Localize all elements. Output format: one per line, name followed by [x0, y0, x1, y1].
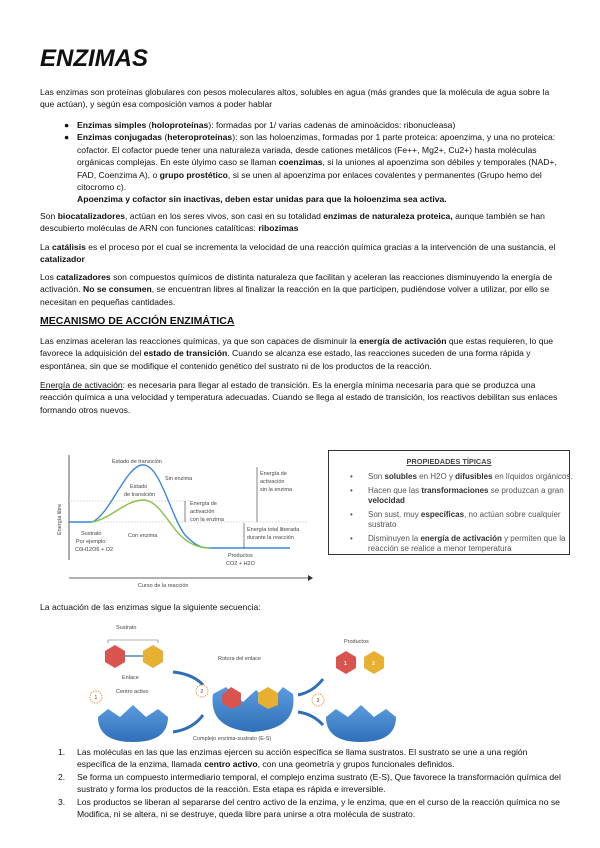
text-segment: Disminuyen la: [368, 533, 421, 543]
substrate-yellow: [143, 645, 163, 668]
label-total-2: durante la reacción: [247, 535, 294, 541]
list-item: [328, 510, 578, 531]
label-productos: Productos: [344, 639, 369, 645]
list-item-text: [77, 132, 557, 192]
y-axis-label: Energía libre: [57, 503, 63, 535]
text-segment: Las enzimas son proteínas globulares con pesos moleculares altos, solubles en agua (más grandes que la molécula de agua sobre la que actúan), y según esa composición vamos a poder hablar: [40, 87, 550, 110]
bold-text: Enzimas simples: [77, 120, 147, 130]
catalizadores-paragraph: [40, 271, 565, 308]
bold-text: difusibles: [455, 472, 493, 481]
label-transition-low: Estado: [130, 484, 148, 490]
text-segment: Las moléculas en las que las enzimas ejercen su acción específica se llama sustratos. El sustrato se une a una región específica de la enzima, llamada: [77, 747, 528, 770]
label-complejo: Complejo enzima-sustrato (E-S): [193, 736, 272, 742]
text-segment: Son: [368, 472, 385, 481]
list-item-text: [77, 747, 527, 769]
step-number: 2.: [58, 771, 66, 782]
label-ea-sin: Energía de: [260, 471, 287, 477]
text-segment: (: [162, 132, 168, 143]
bold-text: energía de activación: [420, 533, 502, 543]
list-item-text: [368, 486, 564, 506]
list-item: [328, 472, 578, 483]
list-item-text: [77, 772, 561, 794]
enzyme-1: [98, 705, 168, 742]
label-centro-activo: Centro activo: [116, 689, 149, 695]
text-segment: Los: [40, 272, 57, 282]
text-segment: Se forma un compuesto intermediario temporal, el complejo enzima sustrato (E-S), Que favorece la transformación química del sustrato y forma los productos de la reacción. Esta etapa es rápida e irreversible.: [77, 771, 561, 795]
list-item-text: [368, 534, 565, 554]
list-note: [77, 194, 447, 204]
label-ea-con-3: con la enzima: [190, 517, 224, 523]
text-segment: : es necesaria para llegar al estado de transición. Es la energía mínima necesaria para que se produzca una reacción química a una velocidad y temperatura adecuadas. Cuando se llega al estado de transición, los reactivos debilitan sus enlaces formando otros nuevos.: [40, 380, 558, 415]
bold-text: heteroproteínas: [167, 132, 233, 143]
label-sin-enzima: Sin enzima: [165, 476, 193, 482]
list-item: [40, 796, 565, 821]
properties-list: [328, 472, 578, 558]
text-segment: Las enzimas aceleran las reacciones químicas, ya que son capaces de disminuir la: [40, 336, 360, 346]
text-segment: , actúan en los seres vivos, son casi en su totalidad: [125, 211, 324, 221]
text-segment: , si la uniones al apoenzima son débiles y temporales (NAD+, FAD, Coenzima A), o: [77, 157, 557, 180]
bullet-icon: ●: [64, 132, 70, 143]
text-segment: Energía de activación: [40, 380, 123, 390]
label-ea-con-2: activación: [190, 509, 215, 515]
text-segment: , se encuentran libres al finalizar la reacción en la que participen, pudiéndose volver a utilizar, por ello se necesitan en pequeñas cantidades.: [40, 284, 550, 307]
bold-text: ribozimas: [258, 223, 299, 234]
label-ea-sin-3: sin la enzima: [260, 487, 293, 493]
bold-text: estado de transición: [143, 348, 228, 359]
bold-text: catalizadores: [56, 272, 111, 282]
arrow-icon: [173, 715, 203, 732]
mecanismo-paragraph: [40, 335, 565, 372]
arrow-icon: [298, 712, 323, 725]
list-item: [40, 119, 565, 131]
properties-heading: PROPIEDADES TÍPICAS: [406, 457, 492, 466]
product-2-label: 2: [372, 661, 375, 667]
step-number: 1.: [58, 747, 66, 757]
text-segment: es el proceso por el cual se incrementa la velocidad de una reacción química gracias a la intervención de una sustancia, el: [85, 242, 556, 252]
text-segment: (: [146, 120, 152, 130]
bold-text: transformaciones: [421, 485, 489, 495]
bold-text: biocatalizadores: [57, 211, 126, 221]
list-item: [40, 131, 565, 205]
text-segment: , con una geometría y grupos funcionales definidos.: [257, 759, 455, 770]
list-item-text: [368, 472, 573, 481]
energy-diagram: [40, 415, 320, 590]
bold-text: catálisis: [51, 242, 86, 252]
text-segment: se produzcan a gran: [488, 485, 564, 495]
label-sustrato-3: C6H12O6 + O2: [75, 547, 114, 553]
text-segment: Son: [40, 211, 58, 221]
enzyme-2: [326, 705, 396, 742]
list-item-text: [368, 510, 561, 530]
label-transition-top: Estado de transición: [112, 459, 162, 465]
bold-text: Enzimas conjugadas: [77, 132, 163, 143]
text-segment: en líquidos orgánicos.: [492, 472, 573, 481]
label-enlace: Enlace: [122, 675, 139, 681]
intro-paragraph: [40, 86, 565, 111]
energia-paragraph: [40, 379, 565, 416]
text-segment: Hacen que las: [368, 485, 422, 495]
arrow-icon: [173, 672, 203, 685]
catalisis-paragraph: [40, 241, 565, 266]
bold-text: enzimas de naturaleza proteica,: [323, 211, 453, 221]
bold-text: coenzimas: [278, 157, 323, 168]
bold-text: catalizador: [40, 254, 85, 265]
sequence-diagram: [88, 617, 528, 742]
bullet-icon: •: [350, 509, 353, 519]
text-segment: ): son las holoenzimas, formadas por 1 parte proteica: apoenzima, y una no proteica: cofactor. El cofactor puede tener una naturaleza variada, desde cationes metálicos (Fe++, Mg2+, Cu2+) hasta moléculas orgánicas complejas. En este úlyimo caso se llaman: [77, 132, 556, 168]
section-heading: MECANISMO DE ACCIÓN ENZIMÁTICA: [40, 315, 235, 327]
text-segment: Son sust. muy: [368, 509, 421, 519]
text-segment: , si se unen al apoenzima por enlaces covalentes y permanentes (Grupo hemo del citocromo c).: [77, 169, 542, 193]
bold-text: velocidad: [368, 496, 405, 505]
bold-text: solubles: [384, 472, 417, 481]
sequence-intro: La actuación de las enzimas sigue la siguiente secuencia:: [40, 602, 261, 612]
x-axis-arrow-icon: [308, 575, 313, 581]
x-axis-label: Curso de la reacción: [138, 583, 189, 589]
bullet-icon: •: [350, 472, 353, 481]
steps-list: [40, 746, 565, 820]
label-rotura: Rotura del enlace: [218, 656, 262, 662]
text-segment: ): formadas por 1/ varias cadenas de aminoácidos: ribonucleasa): [208, 120, 456, 130]
bullet-icon: •: [350, 533, 353, 543]
list-item-text: [77, 120, 455, 130]
step-1-marker: 1: [94, 695, 98, 701]
text-segment: . Cuando se alcanza ese estado, las reacciones suceden de una forma rápida y espontánea, sin que se modifique el contenido genético del sustrato ni de los productos de la reacción.: [40, 348, 531, 371]
step-2-marker: 2: [200, 689, 204, 695]
text-segment: aunque también se han descubierto moléculas de ARN con funciones catalíticas:: [40, 211, 545, 234]
list-item: [328, 486, 578, 507]
label-ea-con: Energía de: [190, 501, 217, 507]
text-segment: Los productos se liberan al separarse del centro activo de la enzima, y le enzima, que en el curso de la reacción química no se Modifica, ni se altera, ni se destruye, queda libre para unirse a otra molécula de sustrato.: [77, 796, 560, 820]
step-3-marker: 3: [316, 698, 320, 704]
document-title: ENZIMAS: [40, 45, 148, 72]
text-segment: en H2O y: [416, 472, 456, 481]
label-sustrato: Sustrato: [116, 625, 137, 631]
bold-text: grupo prostético: [159, 169, 228, 180]
text-segment: que estas requieren, lo que favorece la adquisición del: [40, 336, 554, 359]
bold-text: No se consumen: [83, 284, 152, 295]
label-transition-low-2: de transición: [124, 492, 156, 498]
bold-text: holoproteínas: [151, 120, 209, 130]
bold-text: centro activo: [204, 759, 258, 770]
step-number: 3.: [58, 796, 66, 807]
bold-text: específicas: [420, 509, 465, 519]
text-segment: y permiten que la reacción se realice a menor temperatura: [368, 533, 566, 553]
enzyme-types-list: [40, 119, 565, 206]
label-productos-2: CO2 + H2O: [226, 561, 255, 567]
product-1-label: 1: [344, 661, 347, 667]
text-segment: , no actúan sobre cualquier sustrato: [368, 509, 561, 529]
biocatalizadores-paragraph: [40, 210, 565, 235]
arrow-icon: [298, 679, 323, 695]
substrate-red: [105, 645, 125, 668]
list-item: [328, 534, 578, 555]
text-segment: La: [40, 242, 52, 252]
bold-text: Apoenzima y cofactor sin inactivas, deben estar unidas para que la holoenzima sea activa.: [77, 194, 447, 205]
bullet-icon: •: [350, 485, 353, 495]
list-item: [40, 771, 565, 796]
label-sustrato: Sustrato: [81, 531, 102, 537]
label-sustrato-2: Por ejemplo:: [76, 539, 107, 545]
label-total: Energía total liberada: [247, 527, 300, 533]
bullet-icon: ●: [64, 120, 70, 130]
label-ea-sin-2: activación: [260, 479, 285, 485]
bold-text: energía de activación: [359, 336, 447, 346]
label-con-enzima: Con enzima: [128, 533, 158, 539]
label-productos: Productos: [228, 553, 253, 559]
list-item-text: [77, 797, 560, 819]
text-segment: son compuestos químicos de distinta naturaleza que facilitan y aceleran las reacciones disminuyendo la energía de activación.: [40, 272, 553, 295]
list-item: [40, 746, 565, 771]
